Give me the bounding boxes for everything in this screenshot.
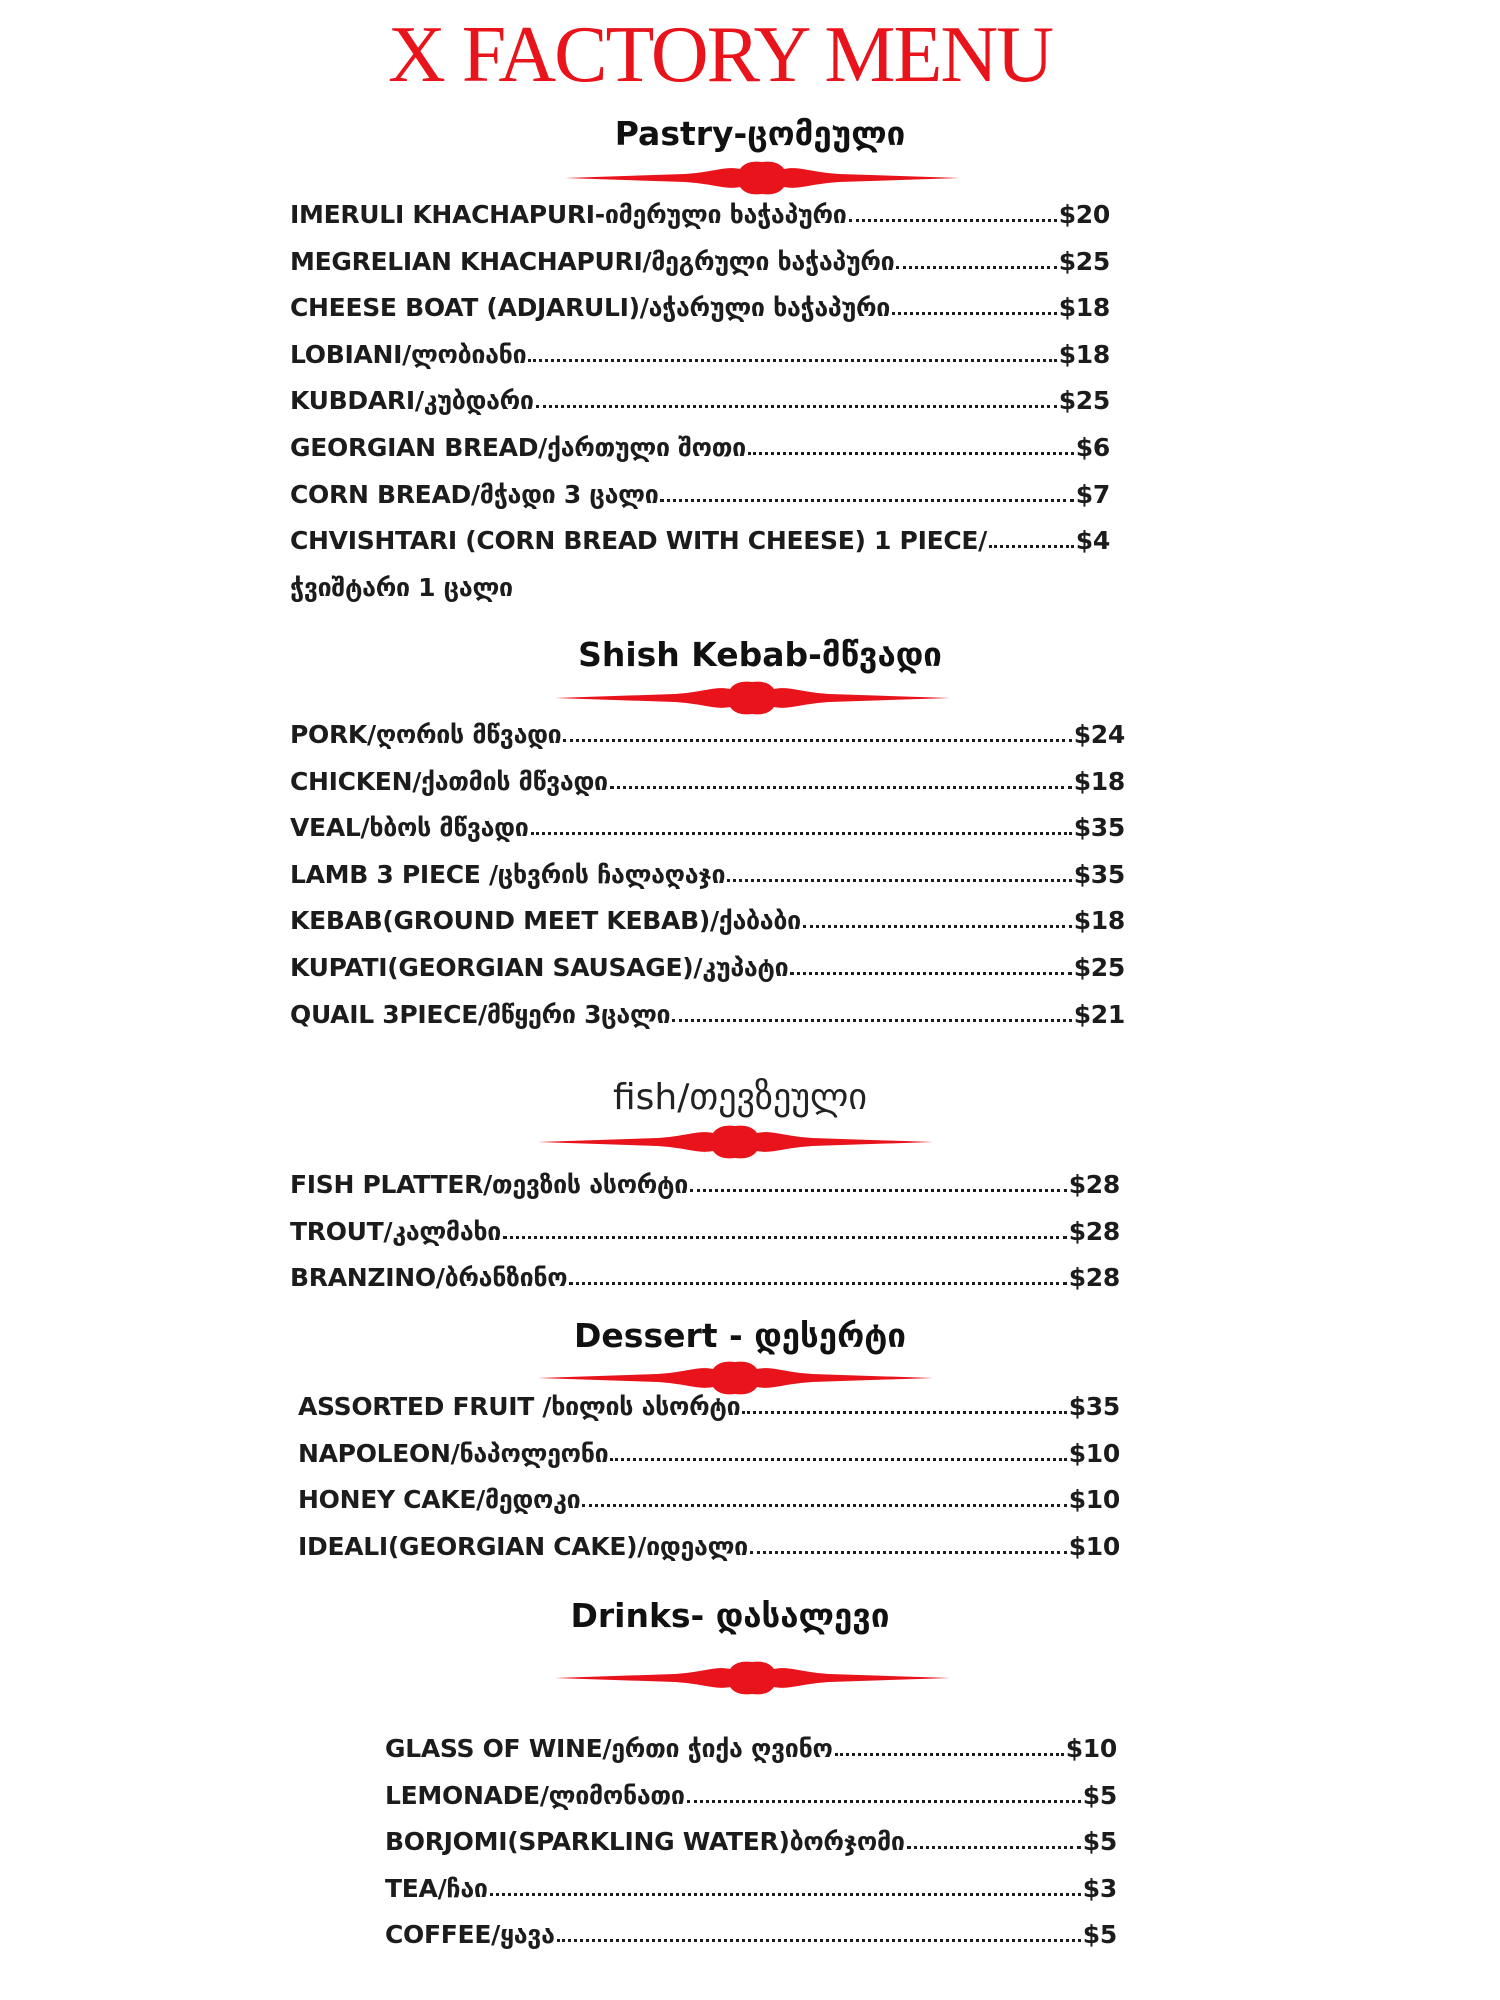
menu-item [298,1524,1120,1571]
item-name: KUBDARI/კუბდარი [290,386,534,416]
menu-item [290,192,1110,239]
item-price: $25 [1073,952,1125,982]
menu-item [290,852,1125,899]
item-name: IDEALI(GEORGIAN CAKE)/იდეალი [298,1531,748,1561]
item-price: $28 [1068,1170,1120,1199]
dot-leader [563,733,1071,742]
item-price: $10 [1068,1531,1120,1561]
flourish-ornament-icon [555,680,950,716]
item-name: GLASS OF WINE/ერთი ჭიქა ღვინო [385,1734,833,1763]
flourish-ornament-icon [538,1124,933,1160]
dot-leader [892,306,1057,315]
item-price: $10 [1065,1734,1117,1763]
item-name: CHEESE BOAT (ADJARULI)/აჭარული ხაჭაპური [290,293,891,323]
item-name: LAMB 3 PIECE /ცხვრის ჩალაღაჯი [290,859,726,889]
item-price: $25 [1058,386,1110,416]
dot-leader [750,1545,1067,1554]
dot-leader [896,260,1056,269]
menu-item [290,759,1125,806]
menu-item [290,332,1110,379]
dot-leader [849,213,1057,222]
menu-item [298,1431,1120,1478]
dot-leader [727,873,1071,882]
dot-leader [803,919,1072,928]
item-price: $3 [1082,1873,1117,1903]
menu-item [290,472,1110,519]
item-name: NAPOLEON/ნაპოლეონი [298,1438,609,1468]
item-name: PORK/ღორის მწვადი [290,720,562,749]
item-name-continuation: ჭვიშტარი 1 ცალი [290,572,513,602]
dot-leader [790,966,1071,975]
item-price: $20 [1058,200,1110,229]
menu-item [290,712,1125,759]
dot-leader [835,1747,1064,1756]
dot-leader [557,1933,1081,1942]
dot-leader [660,493,1073,502]
menu-item [385,1773,1117,1820]
flourish-ornament-icon [555,1660,950,1696]
item-name: KUPATI(GEORGIAN SAUSAGE)/კუპატი [290,952,789,982]
dot-leader [569,1276,1066,1285]
kebab-items [290,712,1125,1038]
menu-item [290,425,1110,472]
menu-item [290,378,1110,425]
item-price: $21 [1073,999,1125,1029]
section-title-drinks: Drinks- დასალევი [570,1596,890,1635]
menu-item [290,285,1110,332]
section-title-fish: fish/თევზეული [612,1077,867,1118]
item-name: CHICKEN/ქათმის მწვადი [290,766,608,796]
item-name: COFFEE/ყავა [385,1920,555,1950]
menu-item [385,1819,1117,1866]
dot-leader [536,399,1057,408]
item-name: FISH PLATTER/თევზის ასორტი [290,1170,689,1199]
section-title-kebab: Shish Kebab-მწვადი [578,635,942,674]
item-price: $10 [1068,1485,1120,1515]
item-price: $5 [1082,1780,1117,1810]
menu-item [290,945,1125,992]
item-name: MEGRELIAN KHACHAPURI/მეგრული ხაჭაპური [290,246,895,276]
dot-leader [742,1405,1066,1414]
fish-items [290,1162,1120,1302]
item-price: $7 [1075,479,1110,509]
item-name: BORJOMI(SPARKLING WATER)ბორჯომი [385,1827,905,1857]
menu-item [290,1255,1120,1302]
menu-item-line [290,518,1110,565]
item-name: TEA/ჩაი [385,1873,488,1903]
item-name: ASSORTED FRUIT /ხილის ასორტი [298,1392,741,1421]
item-price: $28 [1068,1263,1120,1293]
menu-item [290,1209,1120,1256]
item-name: LEMONADE/ლიმონათი [385,1780,685,1810]
dot-leader [907,1840,1081,1849]
dot-leader [687,1794,1081,1803]
item-name: BRANZINO/ბრანზინო [290,1263,568,1293]
item-name: VEAL/ხბოს მწვადი [290,813,529,843]
item-price: $35 [1073,859,1125,889]
item-name: GEORGIAN BREAD/ქართული შოთი [290,432,746,462]
item-name: LOBIANI/ლობიანი [290,339,527,369]
item-price: $18 [1058,293,1110,323]
section-title-dessert: Dessert - დესერტი [574,1316,906,1355]
dot-leader [989,539,1074,548]
dot-leader [672,1013,1071,1022]
menu-title: X FACTORY MENU [388,11,1052,99]
menu-item [290,992,1125,1039]
dot-leader [490,1887,1081,1896]
item-price: $18 [1058,339,1110,369]
menu-item [290,898,1125,945]
item-name: HONEY CAKE/მედოკი [298,1485,581,1515]
section-title-pastry: Pastry-ცომეული [614,114,906,153]
menu-item [290,1162,1120,1209]
item-price: $25 [1058,246,1110,276]
item-price: $6 [1075,432,1110,462]
dot-leader [503,1230,1067,1239]
drinks-items [385,1726,1117,1959]
item-price: $18 [1073,766,1125,796]
dot-leader [748,446,1074,455]
item-price: $24 [1073,720,1125,749]
item-price: $4 [1075,526,1110,556]
item-name: CHVISHTARI (CORN BREAD WITH CHEESE) 1 PIECE/ [290,526,988,556]
dot-leader [610,780,1072,789]
item-name: KEBAB(GROUND MEET KEBAB)/ქაბაბი [290,906,801,936]
menu-item [385,1726,1117,1773]
menu-item [298,1477,1120,1524]
dessert-items [298,1384,1120,1570]
menu-item [385,1912,1117,1959]
dot-leader [582,1498,1066,1507]
item-name: TROUT/კალმახი [290,1216,502,1246]
dot-leader [610,1452,1066,1461]
item-name: IMERULI KHACHAPURI-იმერული ხაჭაპური [290,200,847,229]
flourish-ornament-icon [565,160,960,196]
item-price: $10 [1068,1438,1120,1468]
item-price: $5 [1082,1920,1117,1950]
item-name: QUAIL 3PIECE/მწყერი 3ცალი [290,999,671,1029]
menu-item [298,1384,1120,1431]
item-name: CORN BREAD/მჭადი 3 ცალი [290,479,659,509]
menu-item [385,1866,1117,1913]
dot-leader [690,1183,1067,1192]
pastry-items [290,192,1110,611]
item-price: $5 [1082,1827,1117,1857]
dot-leader [528,353,1056,362]
item-price: $18 [1073,906,1125,936]
menu-item [290,518,1110,611]
menu-item [290,805,1125,852]
item-price: $35 [1073,813,1125,843]
dot-leader [531,826,1072,835]
item-price: $28 [1068,1216,1120,1246]
menu-item [290,239,1110,286]
item-price: $35 [1068,1392,1120,1421]
